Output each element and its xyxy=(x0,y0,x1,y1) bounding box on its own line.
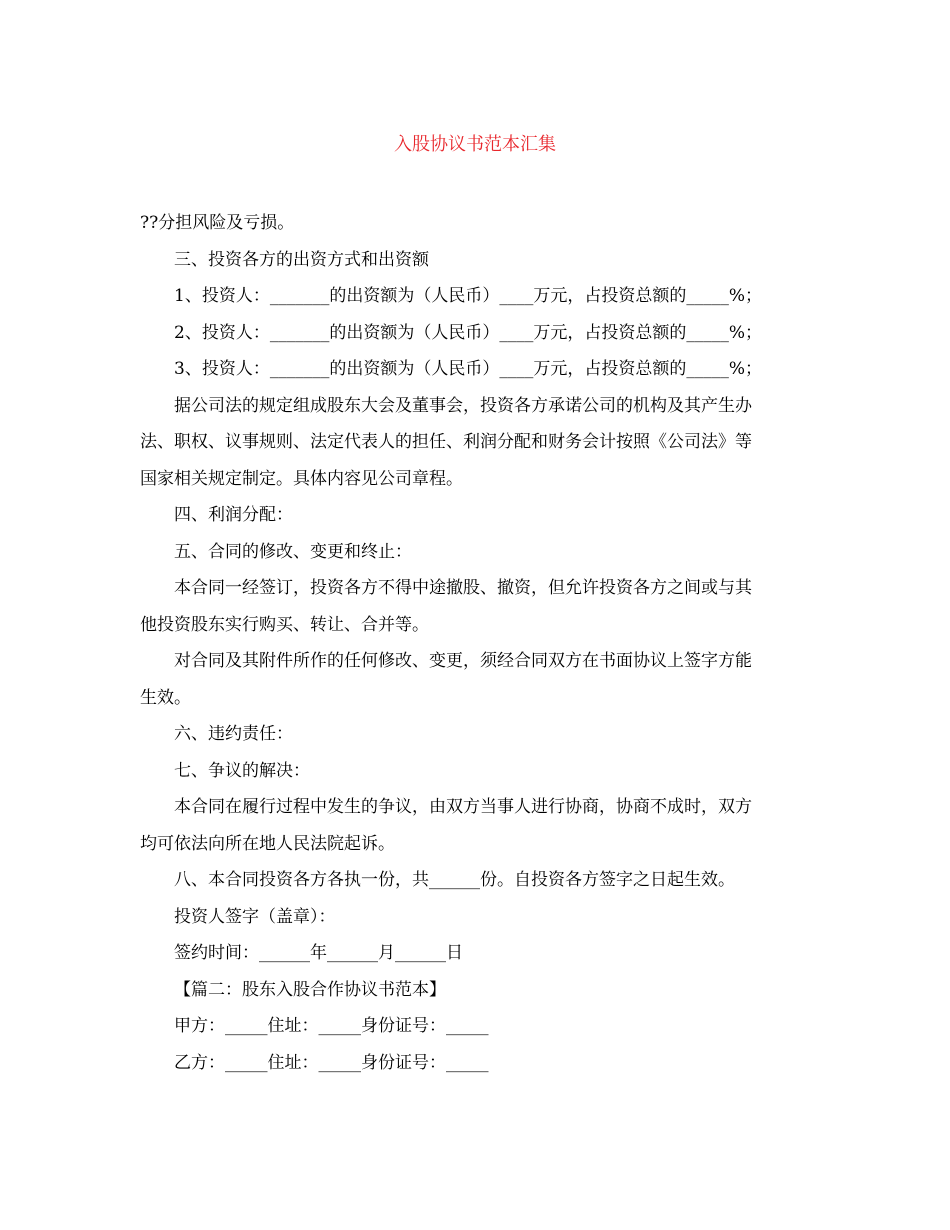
document-line: 六、违约责任： xyxy=(174,724,293,744)
document-title: 入股协议书范本汇集 xyxy=(394,134,556,155)
document-line: 本合同在履行过程中发生的争议，由双方当事人进行协商，协商不成时，双方 xyxy=(174,797,752,817)
document-line: 四、利润分配： xyxy=(174,505,293,525)
document-line: 五、合同的修改、变更和终止： xyxy=(174,541,412,562)
document-line: 2、投资人：_______的出资额为（人民币）____万元，占投资总额的_____%； xyxy=(174,322,762,343)
document-line: 据公司法的规定组成股东大会及董事会，投资各方承诺公司的机构及其产生办 xyxy=(174,395,752,416)
document-line: 三、投资各方的出资方式和出资额 xyxy=(174,249,429,270)
document-line: 七、争议的解决： xyxy=(174,760,310,781)
document-line: ??分担风险及亏损。 xyxy=(140,213,295,233)
document-line: 均可依法向所在地人民法院起诉。 xyxy=(140,833,395,854)
document-line: 法、职权、议事规则、法定代表人的担任、利润分配和财务会计按照《公司法》等 xyxy=(140,432,752,452)
document-line: 1、投资人：_______的出资额为（人民币）____万元，占投资总额的_____%； xyxy=(174,286,762,306)
document-line: 他投资股东实行购买、转让、合并等。 xyxy=(140,614,429,635)
document-line: 投资人签字（盖章）： xyxy=(174,906,336,927)
document-line: 3、投资人：_______的出资额为（人民币）____万元，占投资总额的_____%； xyxy=(174,359,762,379)
document-line: 乙方：_____住址：_____身份证号：_____ xyxy=(174,1052,489,1073)
document-line: 国家相关规定制定。具体内容见公司章程。 xyxy=(140,468,463,489)
document-body xyxy=(140,205,812,1081)
document-line: 签约时间：______年______月______日 xyxy=(174,943,463,963)
document-line: 生效。 xyxy=(140,687,191,708)
document-line: 【篇二：股东入股合作协议书范本】 xyxy=(174,979,446,1000)
document-line: 甲方：_____住址：_____身份证号：_____ xyxy=(174,1016,489,1036)
document-line: 本合同一经签订，投资各方不得中途撤股、撤资，但允许投资各方之间或与其 xyxy=(174,578,752,598)
document-line: 八、本合同投资各方各执一份，共______份。自投资各方签字之日起生效。 xyxy=(174,870,735,890)
document-line: 对合同及其附件所作的任何修改、变更，须经合同双方在书面协议上签字方能 xyxy=(174,651,752,671)
